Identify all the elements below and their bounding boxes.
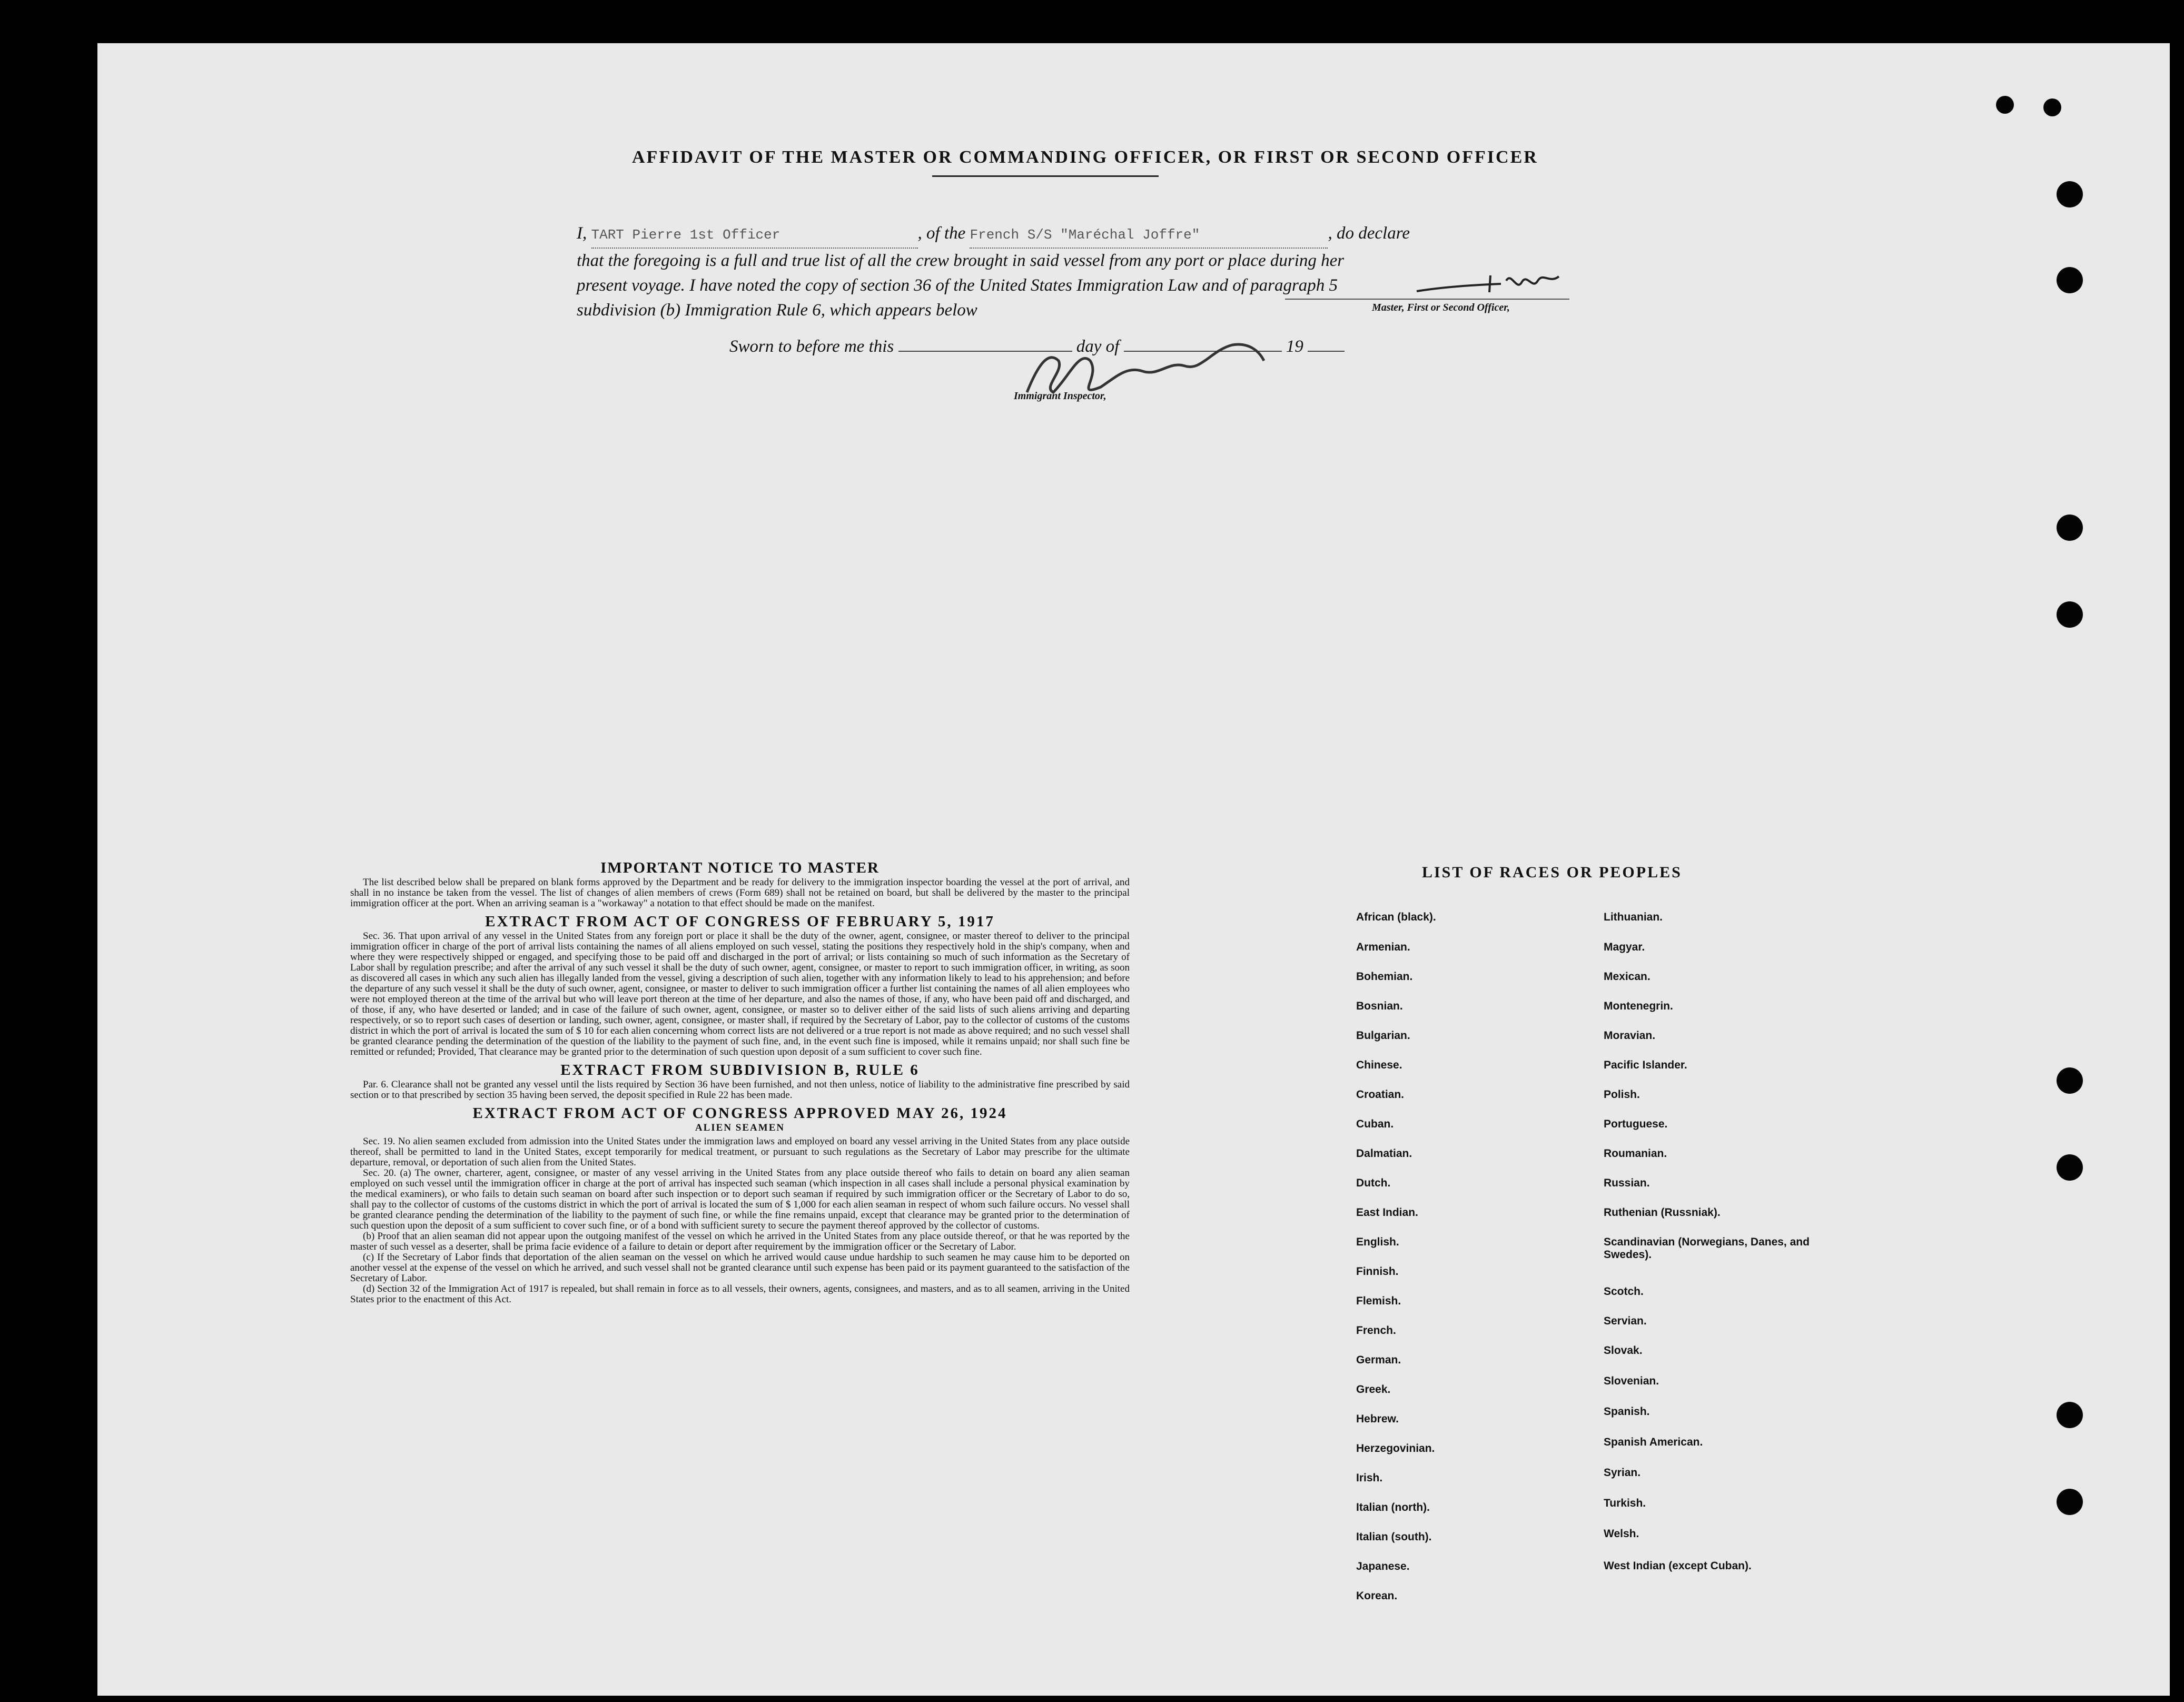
race-left-item: Irish. — [1356, 1472, 1383, 1484]
punch-hole — [2057, 1402, 2083, 1428]
inspector-caption: Immigrant Inspector, — [1014, 390, 1106, 402]
sec20a-body: Sec. 20. (a) The owner, charterer, agent, consignee, or master of any vessel arriving in the United States from any place outside thereof who fails to detain on board any alien seaman employed on such vessel until the immigration officer in charge at the port of arrival has inspected such seaman (which inspection in all cases shall include a personal physical examination by the medical examiners), or who fails to detain such seaman on board after such inspection or to deport such seaman if required by such immigration officer or the Secretary of Labor to do so, shall pay to the collector of customs of the customs district in which the port of arrival is located the sum of $ 1,000 for each alien seaman in respect of whom such failure occurs. No vessel shall be granted clearance pending the determination of the liability to the payment of such fine, or while the fine remains unpaid, except that clearance may be granted prior to the determination of such question upon the deposit of a sum sufficient to cover such fine, or of a bond with sufficient surety to secure the payment thereof approved by the collector of customs. — [350, 1167, 1130, 1231]
race-left-item: Dalmatian. — [1356, 1147, 1412, 1160]
race-right-item: Moravian. — [1604, 1030, 1656, 1042]
race-left-item: Bulgarian. — [1356, 1030, 1410, 1042]
races-title: LIST OF RACES OR PEOPLES — [1422, 864, 1682, 881]
declaration-line-4: subdivision (b) Immigration Rule 6, which appears below — [577, 301, 977, 320]
punch-hole — [2043, 98, 2061, 116]
race-right-item: Slovenian. — [1604, 1375, 1659, 1387]
act-1924-title: EXTRACT FROM ACT OF CONGRESS APPROVED MAY 26, 1924 — [472, 1105, 1007, 1122]
punch-hole — [2057, 1154, 2083, 1181]
race-right-item: Spanish. — [1604, 1406, 1650, 1418]
race-right-item: Servian. — [1604, 1315, 1647, 1327]
day-of-label: day of — [1076, 337, 1120, 356]
race-right-item: Roumanian. — [1604, 1147, 1667, 1160]
act-1917-title: EXTRACT FROM ACT OF CONGRESS OF FEBRUARY 5, 1917 — [485, 913, 995, 930]
race-left-item: Italian (south). — [1356, 1531, 1432, 1543]
alien-seamen-heading: ALIEN SEAMEN — [695, 1122, 785, 1133]
race-right-item: West Indian (except Cuban). — [1604, 1560, 1752, 1572]
race-left-item: Finnish. — [1356, 1265, 1399, 1278]
race-left-item: Chinese. — [1356, 1059, 1402, 1071]
sec20b-body: (b) Proof that an alien seaman did not appear upon the outgoing manifest of the vessel on which he arrived in the United States from any place outside thereof, or that he was reported by the master of such vessel as a deserter, shall be prima facie evidence of a failure to detain or deport after requirement by the immigration officer or the Secretary of Labor. — [350, 1231, 1130, 1252]
punch-hole — [2057, 1489, 2083, 1515]
race-left-item: East Indian. — [1356, 1206, 1418, 1219]
declaration-line-3: present voyage. I have noted the copy of section 36 of the United States Immigration Law and of paragraph 5 — [577, 276, 1338, 295]
notice-body: The list described below shall be prepared on blank forms approved by the Department and be ready for delivery to the immigration inspector boarding the vessel at the port of arrival, and shall in no instance be taken from the vessel. The list of changes of alien members of crews (Form 689) shall not be retained on board, but shall be delivered by the master to the principal immigration officer at the port. When an arriving seaman is a "workaway" a notation to that effect should be made on the manifest. — [350, 877, 1130, 909]
subdivision-title: EXTRACT FROM SUBDIVISION B, RULE 6 — [560, 1062, 920, 1078]
race-left-item: Croatian. — [1356, 1089, 1405, 1101]
punch-hole — [2057, 514, 2083, 541]
race-left-item: French. — [1356, 1324, 1396, 1337]
race-left-item: Bosnian. — [1356, 1000, 1403, 1012]
race-right-item: Turkish. — [1604, 1497, 1646, 1509]
declaration-line-2: that the foregoing is a full and true list of all the crew brought in said vessel from any port or place during her — [577, 251, 1345, 270]
race-left-item: English. — [1356, 1236, 1399, 1248]
race-right-item: Scandinavian (Norwegians, Danes, and Swedes). — [1604, 1236, 1810, 1261]
sec19-body: Sec. 19. No alien seamen excluded from admission into the United States under the immigration laws and employed on board any vessel arriving in the United States from any place outside thereof, shall be permitted to land in the United States, except temporarily for medical treatment, or pursuant to such regulations as the Secretary of Labor may prescribe for the ultimate departure, removal, or deportation of such alien from the United States. — [350, 1136, 1130, 1168]
race-right-item: Slovak. — [1604, 1344, 1643, 1357]
race-right-item: Welsh. — [1604, 1528, 1639, 1540]
race-left-item: Italian (north). — [1356, 1501, 1430, 1513]
sworn-prefix: Sworn to before me this — [729, 337, 894, 356]
punch-hole — [2057, 267, 2083, 293]
master-signature-line — [1285, 299, 1569, 300]
race-left-item: Flemish. — [1356, 1295, 1401, 1307]
race-left-item: Greek. — [1356, 1383, 1391, 1396]
declaration-line-1 — [577, 221, 1569, 249]
affidavit-title: AFFIDAVIT OF THE MASTER OR COMMANDING OFFICER, OR FIRST OR SECOND OFFICER — [632, 147, 1538, 167]
race-right-item: Russian. — [1604, 1177, 1650, 1189]
race-right-item: Ruthenian (Russniak). — [1604, 1206, 1721, 1219]
master-signature — [1411, 266, 1590, 303]
of-the-label: , of the — [917, 224, 966, 243]
race-left-item: Korean. — [1356, 1590, 1398, 1602]
punch-hole — [2057, 181, 2083, 207]
punch-hole — [2057, 1067, 2083, 1094]
title-underline — [932, 175, 1159, 177]
subdivision-body: Par. 6. Clearance shall not be granted any vessel until the lists required by Section 36 have been furnished, and not then unless, notice of liability to the administrative fine prescribed by said section or to that prescribed by section 35 having been served, the deposit specified in Rule 22 has been made. — [350, 1079, 1130, 1101]
race-right-item: Polish. — [1604, 1089, 1640, 1101]
act-1917-body: Sec. 36. That upon arrival of any vessel in the United States from any foreign port or place it shall be the duty of the owner, agent, consignee, or master thereof to deliver to the principal immigration officer in charge of the port of arrival lists containing the names of all aliens employed on such vessel, stating the positions they respectively hold in the ship's company, when and where they were respectively shipped or engaged, and specifying those to be paid off and discharged in the port of arrival; or lists containing so much of such information as the Secretary of Labor shall by regulation prescribe; and after the arrival of any such vessel it shall be the duty of such owner, agent, consignee, or master to report to such immigration officer, in writing, as soon as discovered all cases in which any such alien has illegally landed from the vessel, giving a description of such alien, together with any information likely to lead to his apprehension; and before the departure of any such vessel it shall be the duty of such owner, agent, consignee, or master to deliver to such immigration officer a further list containing the names of all alien employees who were not employed thereon at the time of the arrival but who will leave port thereon at the time of her departure, and also the names of those, if any, who have been paid off and discharged, and of those, if any, who have deserted or landed; and in case of the failure of such owner, agent, consignee, or master so to deliver either of the said lists of such aliens arriving and departing respectively, or so to report such cases of desertion or landing, such owner, agent, consignee, or master shall, if required by the Secretary of Labor, pay to the collector of customs of the customs district in which the port of arrival is located the sum of $ 10 for each alien concerning whom correct lists are not delivered or a true report is not made as above required; and no such vessel shall be granted clearance pending the determination of the question of the liability to the payment of such fine, and, in the event such fine is imposed, while it remains unpaid; nor shall such fine be remitted or refunded; Provided, That clearance may be granted prior to the determination of such question upon deposit of a sum sufficient to cover such fine. — [350, 931, 1130, 1057]
notice-title: IMPORTANT NOTICE TO MASTER — [600, 859, 879, 876]
race-right-item: Montenegrin. — [1604, 1000, 1673, 1012]
sec20c-body: (c) If the Secretary of Labor finds that deportation of the alien seaman on the vessel on which he arrived would cause undue hardship to such seamen he may cause him to be deported on another vessel at the expense of the vessel on which he arrived, and such vessel shall not be granted clearance until such expense has been paid or its payment guaranteed to the satisfaction of the Secretary of Labor. — [350, 1252, 1130, 1284]
vessel-name-field: French S/S "Maréchal Joffre" — [970, 223, 1328, 249]
do-declare-label: , do declare — [1328, 224, 1410, 243]
race-left-item: Bohemian. — [1356, 971, 1413, 983]
race-right-item: Spanish American. — [1604, 1436, 1703, 1448]
sec20d-body: (d) Section 32 of the Immigration Act of 1917 is repealed, but shall remain in force as to all vessels, their owners, agents, consignees, and masters, and as to all seamen, arriving in the United States prior to the enactment of this Act. — [350, 1283, 1130, 1305]
race-right-item: Magyar. — [1604, 941, 1645, 953]
race-right-item: Lithuanian. — [1604, 911, 1663, 923]
race-right-item: Syrian. — [1604, 1467, 1641, 1479]
race-left-item: Herzegovinian. — [1356, 1442, 1435, 1454]
race-left-item: Dutch. — [1356, 1177, 1391, 1189]
race-left-item: Japanese. — [1356, 1560, 1410, 1572]
master-caption: Master, First or Second Officer, — [1372, 302, 1510, 313]
year-prefix: 19 — [1286, 337, 1303, 356]
year-blank — [1308, 351, 1345, 352]
i-label: I, — [577, 224, 587, 243]
race-left-item: Hebrew. — [1356, 1413, 1399, 1425]
race-right-item: Mexican. — [1604, 971, 1651, 983]
race-right-item: Scotch. — [1604, 1285, 1644, 1298]
race-left-item: German. — [1356, 1354, 1401, 1366]
punch-hole — [1996, 96, 2014, 114]
race-left-item: Cuban. — [1356, 1118, 1394, 1130]
notice-section — [350, 859, 1130, 1305]
race-right-item: Portuguese. — [1604, 1118, 1668, 1130]
race-left-item: African (black). — [1356, 911, 1436, 923]
officer-name-field: TART Pierre 1st Officer — [591, 223, 918, 249]
punch-hole — [2057, 601, 2083, 628]
race-left-item: Armenian. — [1356, 941, 1410, 953]
race-right-item: Pacific Islander. — [1604, 1059, 1687, 1071]
